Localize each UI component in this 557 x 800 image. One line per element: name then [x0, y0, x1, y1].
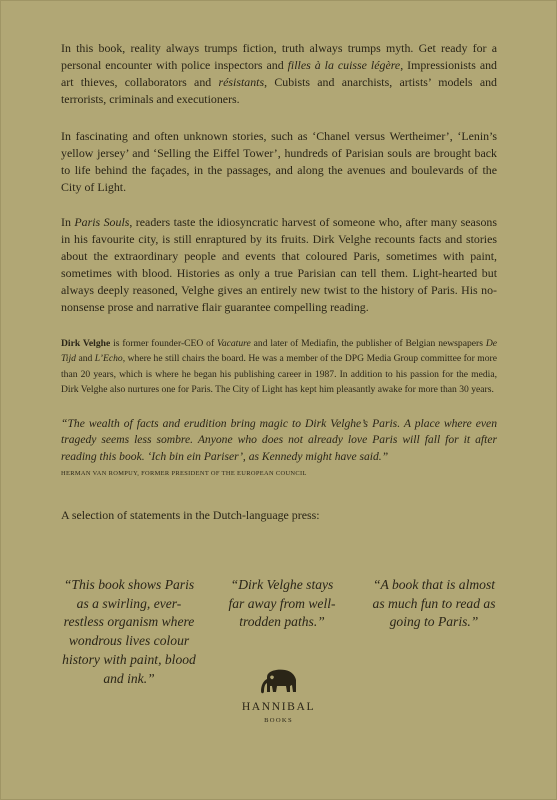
text-run: , readers taste the idiosyncratic harvest of someone who, after many seasons in his favourite city, is still enraptured by its fruits. Dirk Velghe recounts facts and stories about the extraordinary people and events that coloured Paris, sometimes with paint, sometimes with blood. Histories as only a true Parisian can tell them. Light-hearted but always deeply reasoned, Velghe gives an entirely new twist to the history of Paris. His no-nonsense prose and narrative flair guarantee compelling reading.: [61, 215, 497, 314]
press-quote-2: “Dirk Velghe stays far away from well-trodden paths.”: [228, 577, 336, 630]
text-run: L’Echo: [94, 353, 123, 365]
publisher-logo: [0, 668, 557, 724]
text-run: In fascinating and often unknown stories, such as ‘Chanel versus Wertheimer’, ‘Lenin’s yellow jersey’ and ‘Selling the Eiffel Tower’, hundreds of Parisian souls are brought back to life behind the façades, in the passages, and along the avenues and boulevards of the City of Light.: [61, 129, 497, 194]
text-run: filles à la cuisse légère: [287, 58, 401, 72]
text-run: De Tijd: [61, 338, 497, 365]
author-bio: [61, 336, 497, 398]
blurb-paragraph-3: [61, 214, 497, 316]
text-run: Dirk Velghe: [61, 338, 111, 349]
text-run: and: [75, 353, 95, 365]
text-run: In: [61, 215, 75, 229]
press-quote-3: “A book that is almost as much fun to read as going to Paris.”: [372, 577, 496, 630]
blurb-paragraph-2: [61, 128, 497, 196]
press-quote-1: “This book shows Paris as a swirling, ever-restless organism where wondrous lives colour history with paint, blood and ink.”: [62, 577, 196, 686]
elephant-icon: [259, 668, 299, 696]
publisher-subtitle: BOOKS: [264, 717, 293, 724]
press-intro: A selection of statements in the Dutch-language press:: [61, 508, 320, 523]
endorsement-quote: “The wealth of facts and erudition bring magic to Dirk Velghe’s Paris. A place where even tragedy seems less sombre. Anyone who does not already love Paris will fall for it after reading this book. ‘Ich bin ein Pariser’, as Kennedy might have said.”: [61, 416, 497, 463]
back-cover-text: [61, 40, 497, 523]
blurb-paragraph-1: [61, 40, 497, 108]
text-run: Paris Souls: [74, 215, 130, 229]
text-run: résistants: [218, 75, 265, 89]
endorsement-credit: HERMAN VAN ROMPUY, FORMER PRESIDENT OF THE EUROPEAN COUNCIL: [61, 470, 307, 478]
text-run: In this book, reality always trumps fiction, truth always trumps myth. Get ready for a personal encounter with police inspectors and: [61, 41, 497, 72]
text-run: Vacature: [217, 338, 251, 349]
text-run: , Cubists and anarchists, artists’ models and terrorists, criminals and executioners.: [61, 75, 497, 106]
text-run: and later of Mediafin, the publisher of Belgian newspapers: [250, 338, 486, 349]
text-run: is former founder-CEO of: [110, 338, 218, 349]
text-run: , where he still chairs the board. He was a member of the DPG Media Group committee for more than 20 years, which is where he began his publishing career in 1987. In addition to his passion for the media, Dirk Velghe also nurtures one for Paris. The City of Light has kept him pleasantly awake for more than 30 years.: [61, 353, 497, 396]
text-run: , Impressionists and art thieves, collaborators and: [61, 58, 497, 89]
publisher-name: HANNIBAL: [241, 700, 316, 713]
